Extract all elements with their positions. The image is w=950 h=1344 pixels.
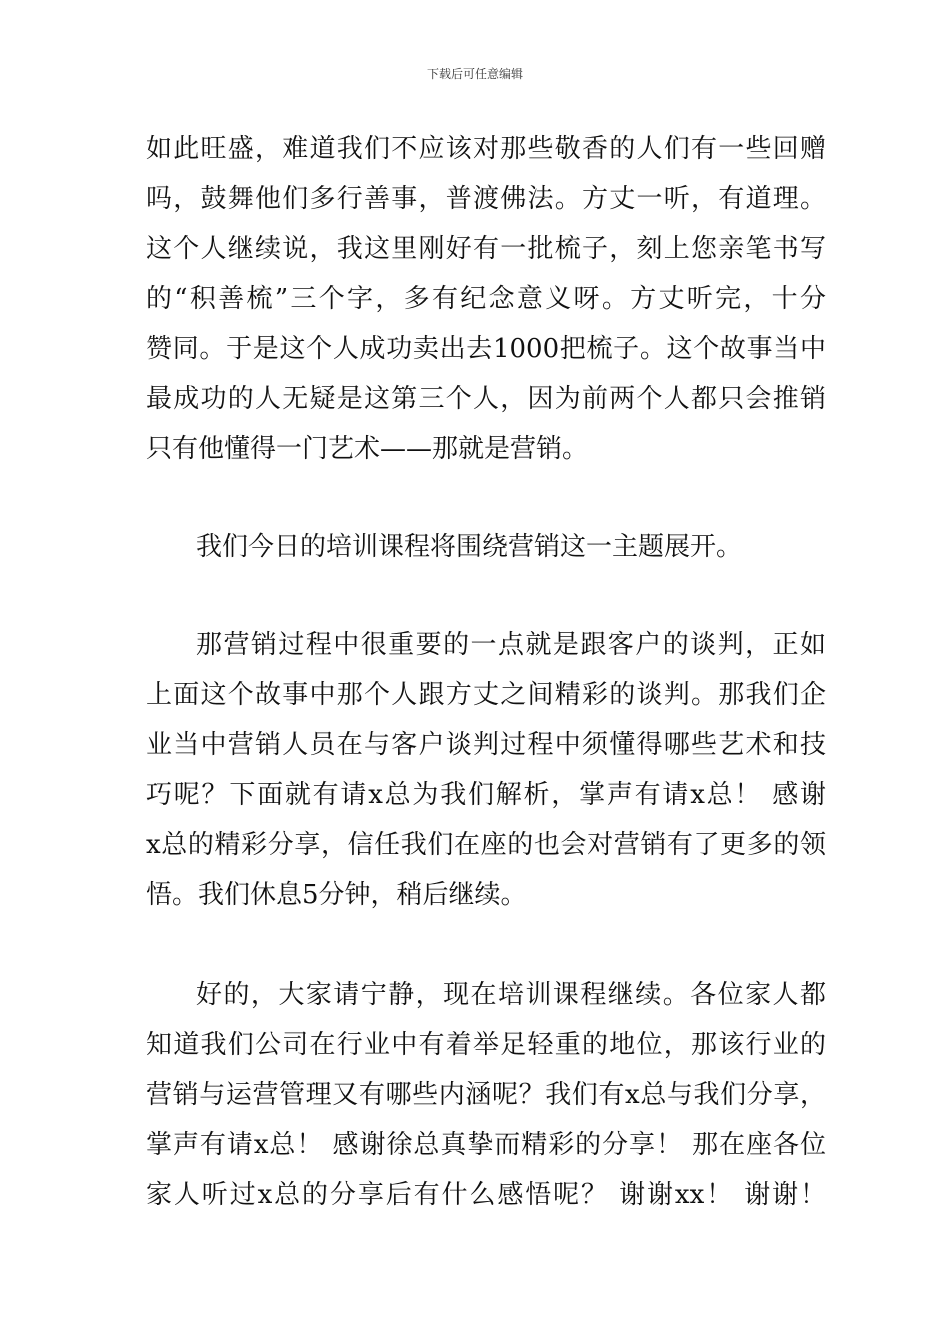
paragraph-1-line-3: 这个人继续说，我这里刚好有一批梳子，刻上您亲笔书写 <box>146 234 826 264</box>
paragraph-1-line-1: 如此旺盛，难道我们不应该对那些敬香的人们有一些回赠 <box>146 134 826 164</box>
paragraph-4-line-4: 掌声有请x总！ 感谢徐总真挚而精彩的分享！ 那在座各位 <box>146 1130 826 1160</box>
page-header: 下载后可任意编辑 <box>426 67 523 81</box>
paragraph-3-line-5: x总的精彩分享，信任我们在座的也会对营销有了更多的领 <box>146 830 826 860</box>
paragraph-2-line-1: 我们今日的培训课程将围绕营销这一主题展开。 <box>196 532 743 562</box>
paragraph-1-line-4: 的“积善梳”三个字，多有纪念意义呀。方丈听完，十分 <box>146 284 826 314</box>
paragraph-4-line-1: 好的，大家请宁静，现在培训课程继续。各位家人都 <box>196 980 826 1010</box>
paragraph-1-line-7: 只有他懂得一门艺术——那就是营销。 <box>146 434 589 464</box>
paragraph-3-line-2: 上面这个故事中那个人跟方丈之间精彩的谈判。那我们企 <box>146 680 826 710</box>
paragraph-1-line-5: 赞同。于是这个人成功卖出去1000把梳子。这个故事当中 <box>146 334 826 364</box>
paragraph-3-line-6: 悟。我们休息5分钟，稍后继续。 <box>146 880 527 910</box>
paragraph-3-line-4: 巧呢？下面就有请x总为我们解析，掌声有请x总！ 感谢 <box>146 780 826 810</box>
paragraph-1-line-2: 吗，鼓舞他们多行善事，普渡佛法。方丈一听，有道理。 <box>146 184 826 214</box>
paragraph-4-line-5: 家人听过x总的分享后有什么感悟呢？ 谢谢xx！ 谢谢！ <box>146 1180 826 1210</box>
paragraph-1-line-6: 最成功的人无疑是这第三个人，因为前两个人都只会推销 <box>146 384 826 414</box>
paragraph-3-line-1: 那营销过程中很重要的一点就是跟客户的谈判，正如 <box>196 630 826 660</box>
paragraph-4-line-2: 知道我们公司在行业中有着举足轻重的地位，那该行业的 <box>146 1030 826 1060</box>
paragraph-4-line-3: 营销与运营管理又有哪些内涵呢？我们有x总与我们分享， <box>146 1080 826 1110</box>
paragraph-3-line-3: 业当中营销人员在与客户谈判过程中须懂得哪些艺术和技 <box>146 730 826 760</box>
